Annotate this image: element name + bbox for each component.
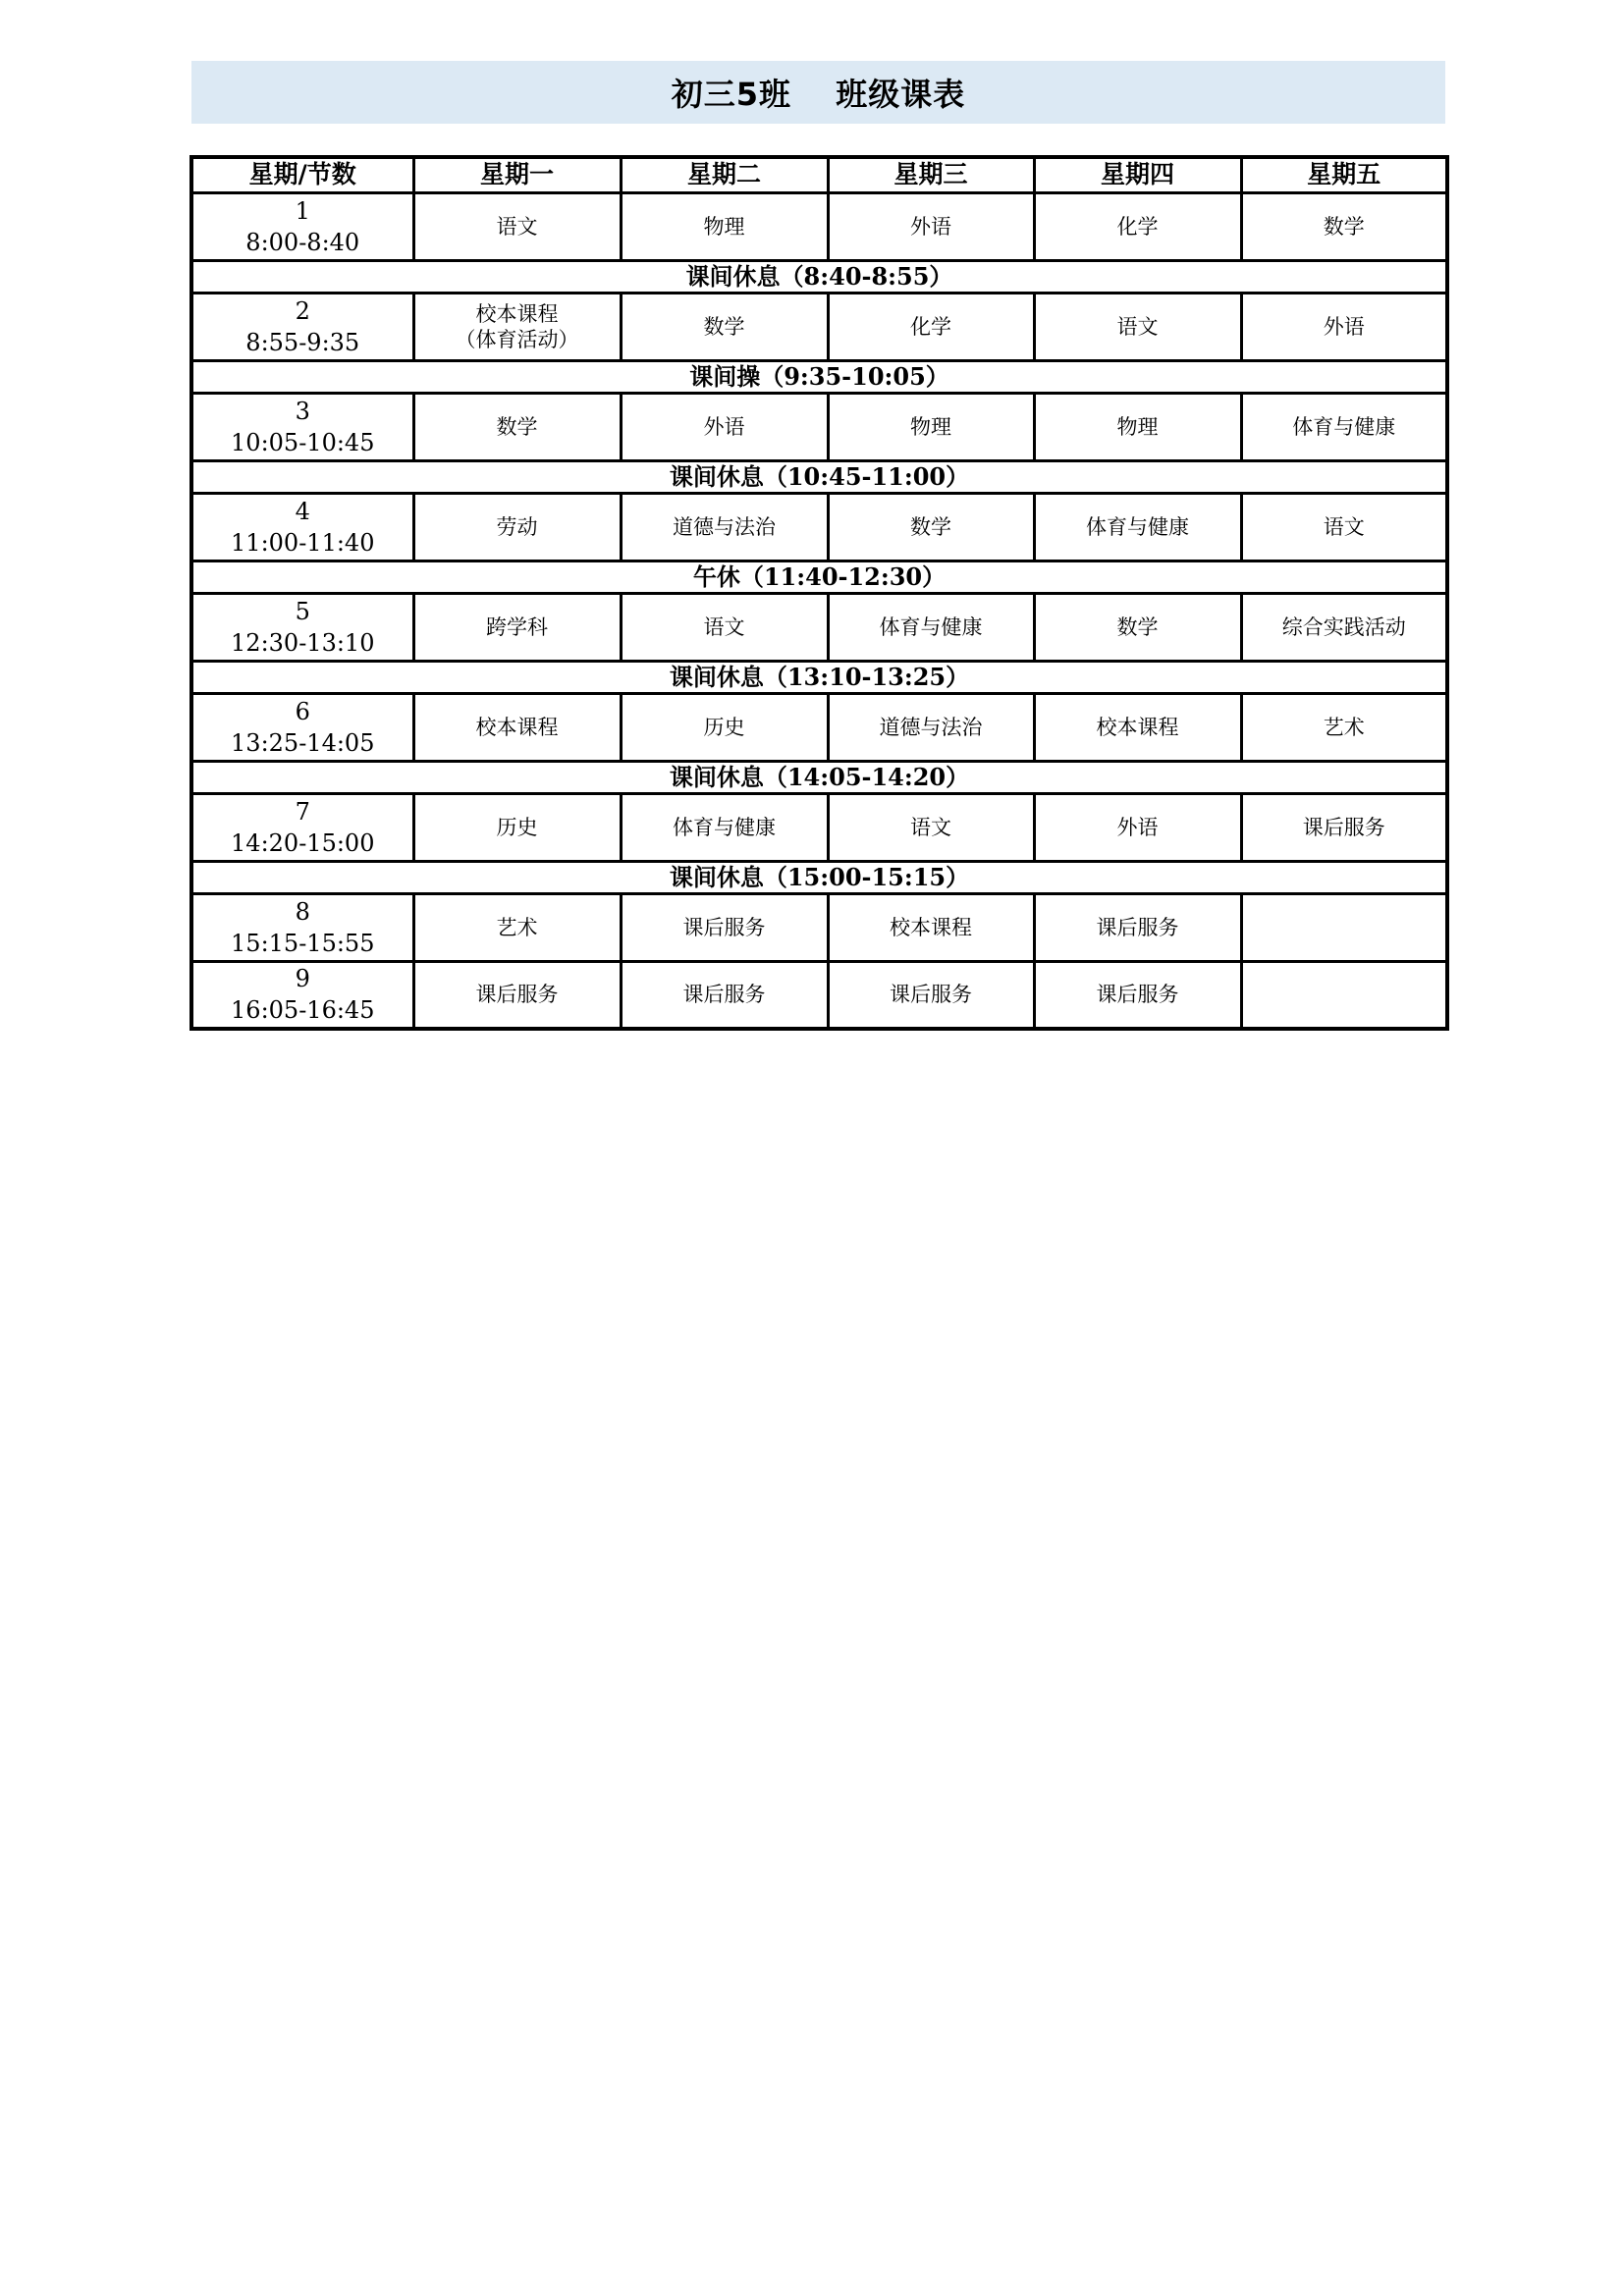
subject-cell-friday: [1241, 893, 1447, 961]
period-row: [191, 393, 1447, 460]
subject-name: 外语: [910, 214, 951, 239]
subject-name: 课后服务: [475, 983, 559, 1007]
break-label: 课间操（9:35-10:05）: [191, 360, 1447, 393]
period-row: [191, 793, 1447, 861]
period-cell: [191, 893, 413, 961]
subject-name: 校本课程: [475, 715, 559, 739]
subject-name: 物理: [1116, 414, 1159, 439]
subject-name: 语文: [496, 214, 538, 239]
period-cell: [191, 593, 413, 661]
period-number: 7: [295, 797, 310, 826]
subject-cell-tuesday: [621, 493, 828, 561]
period-row: [191, 693, 1447, 761]
subject-cell-wednesday: [828, 493, 1034, 561]
period-cell: [191, 693, 413, 761]
header-monday: 星期一: [413, 157, 621, 192]
subject-name: 课后服务: [682, 915, 766, 939]
subject-name: 劳动: [496, 514, 538, 539]
subject-name: 课后服务: [1302, 815, 1385, 839]
period-number: 1: [295, 196, 310, 225]
subject-cell-thursday: [1034, 893, 1241, 961]
period-time: 13:25-14:05: [231, 728, 375, 757]
subject-name: 综合实践活动: [1281, 614, 1406, 639]
subject-name: 历史: [496, 815, 538, 839]
break-row: [191, 260, 1447, 293]
subject-name: 道德与法治: [673, 514, 776, 539]
subject-name: 数学: [1323, 214, 1365, 239]
break-label: 午休（11:40-12:30）: [191, 561, 1447, 593]
period-row: [191, 961, 1447, 1029]
subject-name: 体育与健康: [673, 815, 776, 839]
subject-cell-monday: [413, 393, 621, 460]
subject-cell-thursday: [1034, 192, 1241, 260]
subject-cell-tuesday: [621, 793, 828, 861]
break-label: 课间休息（10:45-11:00）: [191, 460, 1447, 493]
period-number: 6: [295, 697, 310, 725]
subject-cell-wednesday: [828, 293, 1034, 360]
page-title: 初三5班 班级课表: [671, 76, 966, 113]
break-label: 课间休息（13:10-13:25）: [191, 661, 1447, 693]
subject-name: 体育与健康: [879, 614, 983, 639]
subject-name: 校本课程: [475, 301, 559, 326]
period-number: 4: [295, 497, 310, 525]
subject-cell-tuesday: [621, 893, 828, 961]
subject-cell-monday: [413, 493, 621, 561]
subject-cell-thursday: [1034, 961, 1241, 1029]
break-row: [191, 460, 1447, 493]
break-row: [191, 761, 1447, 793]
period-time: 15:15-15:55: [231, 929, 375, 957]
subject-cell-thursday: [1034, 293, 1241, 360]
subject-name: 体育与健康: [1086, 514, 1189, 539]
subject-name: 校本课程: [890, 915, 972, 939]
subject-name: 艺术: [496, 915, 538, 939]
subject-cell-monday: [413, 961, 621, 1029]
subject-name: 语文: [703, 614, 745, 639]
subject-name: 数学: [910, 514, 951, 539]
subject-cell-wednesday: [828, 693, 1034, 761]
break-label: 课间休息（15:00-15:15）: [191, 861, 1447, 893]
subject-cell-tuesday: [621, 693, 828, 761]
subject-cell-monday: [413, 593, 621, 661]
subject-name: 历史: [703, 715, 745, 739]
period-row: [191, 893, 1447, 961]
subject-cell-wednesday: [828, 393, 1034, 460]
subject-cell-monday: [413, 293, 621, 360]
subject-cell-tuesday: [621, 593, 828, 661]
header-period: 星期/节数: [191, 157, 413, 192]
period-row: [191, 293, 1447, 360]
subject-cell-monday: [413, 693, 621, 761]
period-time: 10:05-10:45: [231, 428, 375, 456]
period-cell: [191, 192, 413, 260]
subject-cell-monday: [413, 893, 621, 961]
subject-cell-tuesday: [621, 393, 828, 460]
subject-name: 语文: [1116, 314, 1159, 339]
subject-cell-friday: [1241, 961, 1447, 1029]
period-number: 5: [295, 597, 310, 625]
subject-name: 数学: [496, 414, 538, 439]
period-time: 12:30-13:10: [231, 628, 375, 657]
subject-cell-wednesday: [828, 961, 1034, 1029]
subject-name: （体育活动）: [455, 327, 579, 351]
period-row: [191, 192, 1447, 260]
subject-cell-wednesday: [828, 192, 1034, 260]
period-time: 11:00-11:40: [231, 528, 375, 557]
subject-cell-thursday: [1034, 693, 1241, 761]
subject-name: 语文: [1323, 514, 1365, 539]
period-number: 2: [295, 296, 310, 325]
subject-name: 物理: [703, 214, 745, 239]
subject-name: 道德与法治: [879, 715, 983, 739]
period-time: 16:05-16:45: [231, 996, 375, 1025]
subject-cell-monday: [413, 192, 621, 260]
timetable: [189, 155, 1449, 1031]
period-time: 8:55-9:35: [245, 328, 360, 356]
period-time: 14:20-15:00: [231, 828, 375, 857]
break-row: [191, 661, 1447, 693]
timetable-body: [191, 192, 1447, 1029]
subject-cell-wednesday: [828, 893, 1034, 961]
subject-name: 校本课程: [1096, 715, 1179, 739]
period-number: 9: [295, 965, 310, 993]
subject-cell-tuesday: [621, 192, 828, 260]
subject-name: 化学: [910, 314, 951, 339]
subject-cell-thursday: [1034, 593, 1241, 661]
header-thursday: 星期四: [1034, 157, 1241, 192]
subject-name: 数学: [703, 314, 745, 339]
subject-cell-thursday: [1034, 493, 1241, 561]
period-cell: [191, 293, 413, 360]
subject-name: 跨学科: [486, 614, 548, 639]
subject-cell-thursday: [1034, 393, 1241, 460]
subject-cell-friday: [1241, 693, 1447, 761]
period-number: 3: [295, 397, 310, 425]
header-row: [191, 157, 1447, 192]
header-tuesday: 星期二: [621, 157, 828, 192]
subject-name: 艺术: [1323, 715, 1365, 739]
subject-cell-friday: [1241, 793, 1447, 861]
break-label: 课间休息（8:40-8:55）: [191, 260, 1447, 293]
subject-name: 课后服务: [1096, 915, 1179, 939]
period-cell: [191, 493, 413, 561]
period-row: [191, 493, 1447, 561]
subject-cell-friday: [1241, 293, 1447, 360]
subject-name: 体育与健康: [1292, 414, 1396, 439]
subject-cell-thursday: [1034, 793, 1241, 861]
subject-name: 课后服务: [1096, 983, 1179, 1007]
period-row: [191, 593, 1447, 661]
subject-name: 外语: [703, 414, 745, 439]
break-row: [191, 360, 1447, 393]
subject-name: 语文: [910, 815, 951, 839]
subject-name: 化学: [1116, 214, 1159, 239]
period-number: 8: [295, 897, 310, 926]
subject-name: 物理: [910, 414, 951, 439]
period-cell: [191, 793, 413, 861]
subject-name: 数学: [1116, 614, 1159, 639]
header-friday: 星期五: [1241, 157, 1447, 192]
subject-cell-monday: [413, 793, 621, 861]
subject-cell-friday: [1241, 192, 1447, 260]
break-row: [191, 861, 1447, 893]
subject-cell-wednesday: [828, 793, 1034, 861]
subject-cell-friday: [1241, 593, 1447, 661]
subject-cell-tuesday: [621, 961, 828, 1029]
subject-cell-wednesday: [828, 593, 1034, 661]
title-banner: [191, 61, 1445, 124]
break-label: 课间休息（14:05-14:20）: [191, 761, 1447, 793]
subject-name: 外语: [1323, 314, 1365, 339]
subject-name: 外语: [1116, 815, 1159, 839]
subject-name: 课后服务: [890, 983, 972, 1007]
subject-name: 课后服务: [682, 983, 766, 1007]
period-cell: [191, 393, 413, 460]
subject-cell-friday: [1241, 393, 1447, 460]
period-time: 8:00-8:40: [245, 228, 360, 256]
subject-cell-friday: [1241, 493, 1447, 561]
break-row: [191, 561, 1447, 593]
subject-cell-tuesday: [621, 293, 828, 360]
period-cell: [191, 961, 413, 1029]
header-wednesday: 星期三: [828, 157, 1034, 192]
